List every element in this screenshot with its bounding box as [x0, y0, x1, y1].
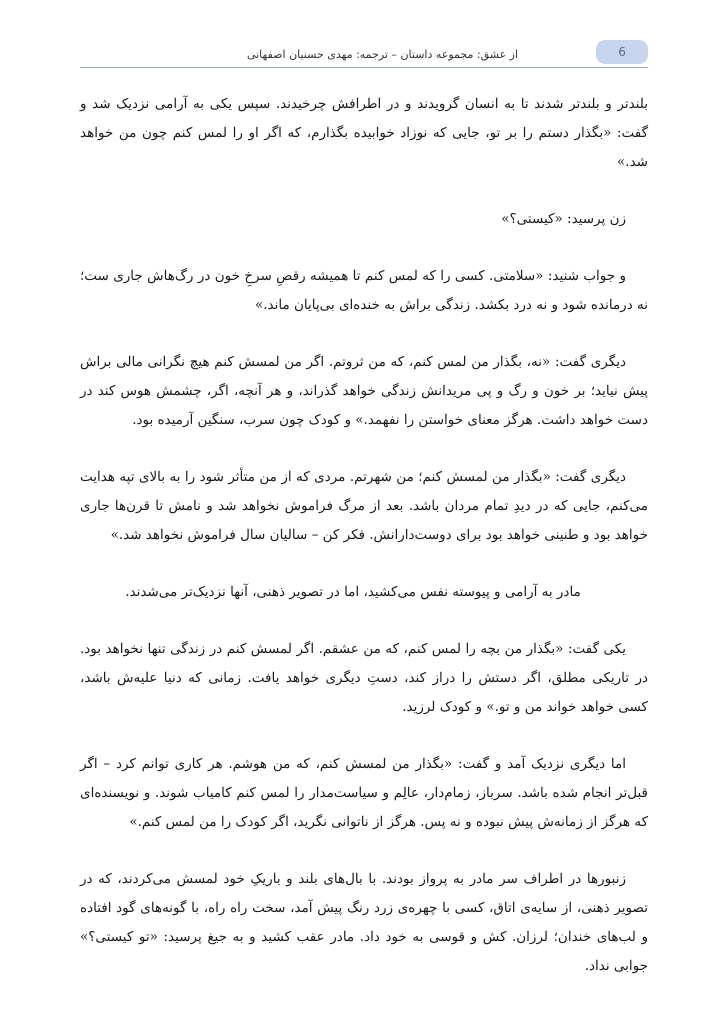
paragraph-2: زن پرسید: «کیستی؟» [501, 211, 626, 227]
running-title: از عشق: مجموعه داستان – ترجمه: مهدی حسنیان اصفهانی [246, 48, 518, 61]
page-number-badge [596, 40, 648, 64]
paragraph-1: بلندتر و بلندتر شدند تا به انسان گرویدند و در اطرافش چرخیدند. سپس یکی به آرامی نزدیک شد و گفت: «بگذار دستم را بر تو، جایی که نوزاد خوابیده بگذارم، که اگر او را لمس کنم چون من خواهد شد.» [80, 96, 648, 170]
page-number: 6 [618, 45, 626, 59]
paragraph-7: یکی گفت: «بگذار من بچه را لمس کنم، که من عشقم. اگر لمسش کنم در زندگی تنها نخواهد بود. در تاریکی مطلق، اگر دستش را دراز کند، دستِ دیگری خواهد یافت. زمانی که دنیا علیه‌ش باشد، کسی خواهد خواند من و تو.» و کودک لرزید. [80, 641, 648, 715]
page-header [80, 42, 648, 68]
page-body [80, 90, 648, 1009]
paragraph-8: اما دیگری نزدیک آمد و گفت: «بگذار من لمسش کنم، که من هوشم. هر کاری توانم کرد – اگر قبل‌تر انجام شده باشد. سرباز، زمام‌دار، عالِم و سیاست‌مدار را لمس کنم کامیاب شوند. و نویسنده‌ای که هرگز از زمانه‌ش پیش نبوده و نه پس. هرگز از ناتوانی نگرید، اگر کودک را من لمس کنم.» [80, 756, 648, 830]
paragraph-6: مادر به آرامی و پیوسته نفس می‌کشید، اما در تصویر ذهنی، آنها نزدیک‌تر می‌شدند. [125, 584, 581, 600]
paragraph-3: و جواب شنید: «سلامتی. کسی را که لمس کنم تا همیشه رقصِ سرخِ خون در رگ‌هاش جاری ست؛ نه درمانده شود و نه درد بکشد. زندگی براش به خنده‌ای بی‌پایان ماند.» [80, 268, 648, 313]
paragraph-5: دیگری گفت: «بگذار من لمسش کنم؛ من شهرتم. مردی که از من متأثر شود را به بالای تپه هدایت می‌کنم، جایی که در دیدِ تمام مردان باشد. بعد از مرگ فراموش نخواهد شد و نامش تا قرن‌ها جاری خواهد بود و طنینی خواهد بود برای دوست‌دارانش. فکر کن – سالیان سال فراموش نخواهد شد.» [80, 469, 648, 543]
paragraph-9: زنبورها در اطراف سر مادر به پرواز بودند. با بال‌های بلند و باریکِ خود لمسش می‌کردند، که در تصویر ذهنی، از سایه‌ی اتاق، کسی با چهره‌ی زرد رنگ پیش آمد، سخت راه راه، با گونه‌های گود افتاده و لب‌های خندان؛ لرزان. کش و قوسی به خود داد. مادر عقب کشید و به جیغ پرسید: «تو کیستی؟» جوابی نداد. [80, 871, 648, 974]
paragraph-4: دیگری گفت: «نه، بگذار من لمس کنم، که من ثروتم. اگر من لمسش کنم هیچ نگرانی مالی براش پیش نیاید؛ بر خون و رگ و پی مریدانش زندگی خواهد گذراند، و هر آنچه، اگر، چشمش هوس کند در دست خواهد داشت. هرگز معنای خواستن را نفهمد.» و کودک چون سرب، سنگین آرمیده بود. [80, 354, 648, 428]
header-divider [80, 67, 648, 68]
